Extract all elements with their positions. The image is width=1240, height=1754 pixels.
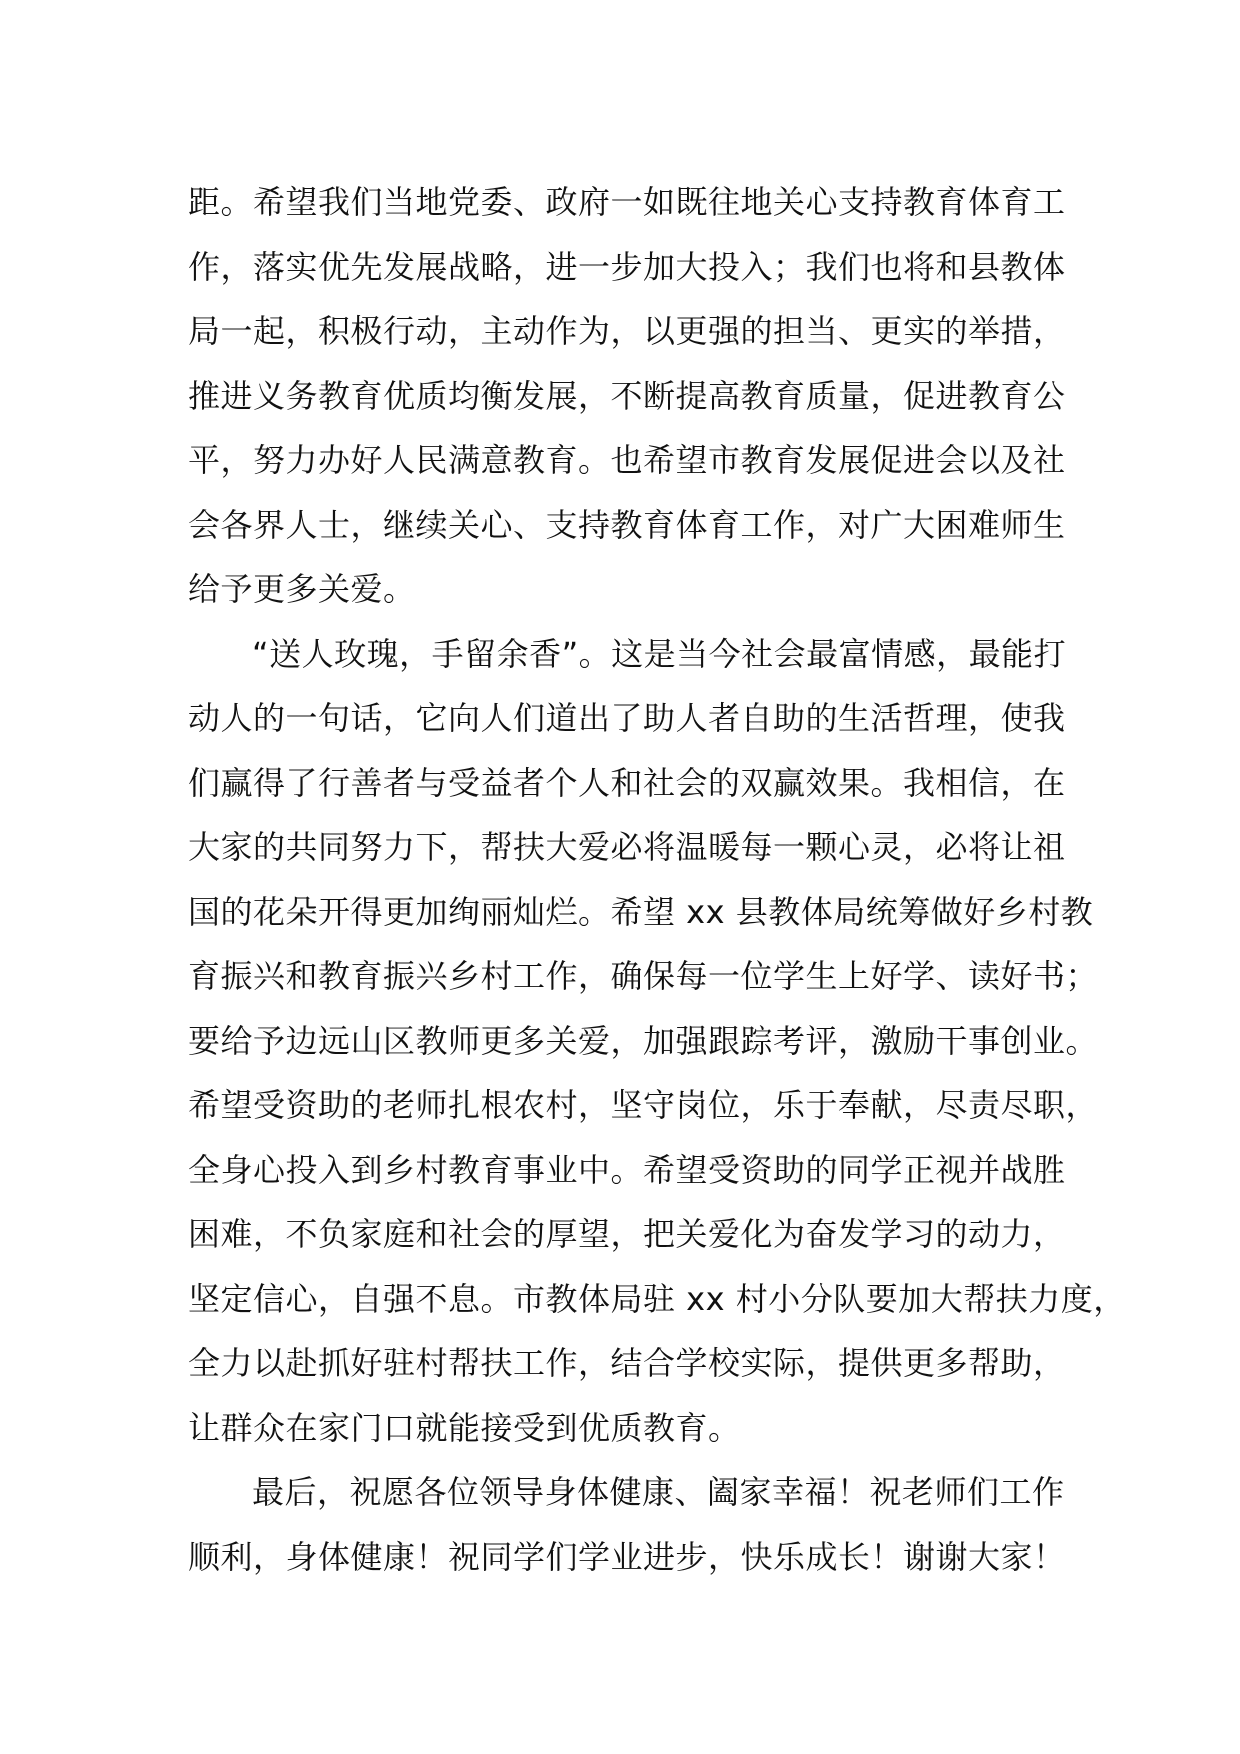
text-line: 希望受资助的老师扎根农村，坚守岗位，乐于奉献，尽责尽职， bbox=[188, 1086, 1099, 1124]
text-line: 动人的一句话，它向人们道出了助人者自助的生活哲理，使我 bbox=[188, 699, 1066, 737]
text-line: 育振兴和教育振兴乡村工作，确保每一位学生上好学、读好书； bbox=[188, 957, 1099, 995]
text-line: 困难，不负家庭和社会的厚望，把关爱化为奋发学习的动力， bbox=[188, 1215, 1066, 1253]
text-line: 作，落实优先发展战略，进一步加大投入；我们也将和县教体 bbox=[188, 247, 1066, 286]
paragraph-1 bbox=[188, 170, 1078, 622]
text-line: 会各界人士，继续关心、支持教育体育工作，对广大困难师生 bbox=[188, 505, 1066, 544]
text-line: 距。希望我们当地党委、政府一如既往地关心支持教育体育工 bbox=[188, 183, 1066, 221]
text-line: 们赢得了行善者与受益者个人和社会的双赢效果。我相信，在 bbox=[188, 763, 1066, 802]
text-line: 坚定信心，自强不息。市教体局驻 xx 村小分队要加大帮扶力度， bbox=[188, 1279, 1126, 1318]
body-text bbox=[188, 170, 1126, 1589]
text-line: 最后，祝愿各位领导身体健康、阖家幸福！祝老师们工作 bbox=[252, 1473, 1065, 1511]
text-line: “送人玫瑰，手留余香”。这是当今社会最富情感，最能打 bbox=[252, 634, 1067, 673]
text-line: 要给予边远山区教师更多关爱，加强跟踪考评，激励干事创业。 bbox=[188, 1021, 1099, 1060]
text-line: 全身心投入到乡村教育事业中。希望受资助的同学正视并战胜 bbox=[188, 1150, 1066, 1189]
text-line: 全力以赴抓好驻村帮扶工作，结合学校实际，提供更多帮助， bbox=[188, 1344, 1066, 1382]
text-line: 局一起，积极行动，主动作为，以更强的担当、更实的举措， bbox=[188, 312, 1066, 350]
paragraph-2 bbox=[188, 622, 1126, 1461]
text-line: 平，努力办好人民满意教育。也希望市教育发展促进会以及社 bbox=[188, 441, 1066, 479]
text-line: 大家的共同努力下，帮扶大爱必将温暖每一颗心灵，必将让祖 bbox=[188, 828, 1066, 866]
text-line: 给予更多关爱。 bbox=[188, 570, 416, 608]
paragraph-3 bbox=[188, 1460, 1078, 1589]
text-line: 国的花朵开得更加绚丽灿烂。希望 xx 县教体局统筹做好乡村教 bbox=[188, 892, 1094, 931]
text-line: 让群众在家门口就能接受到优质教育。 bbox=[188, 1408, 741, 1447]
text-line: 顺利，身体健康！祝同学们学业进步，快乐成长！谢谢大家！ bbox=[188, 1537, 1066, 1576]
text-line: 推进义务教育优质均衡发展，不断提高教育质量，促进教育公 bbox=[188, 376, 1066, 415]
